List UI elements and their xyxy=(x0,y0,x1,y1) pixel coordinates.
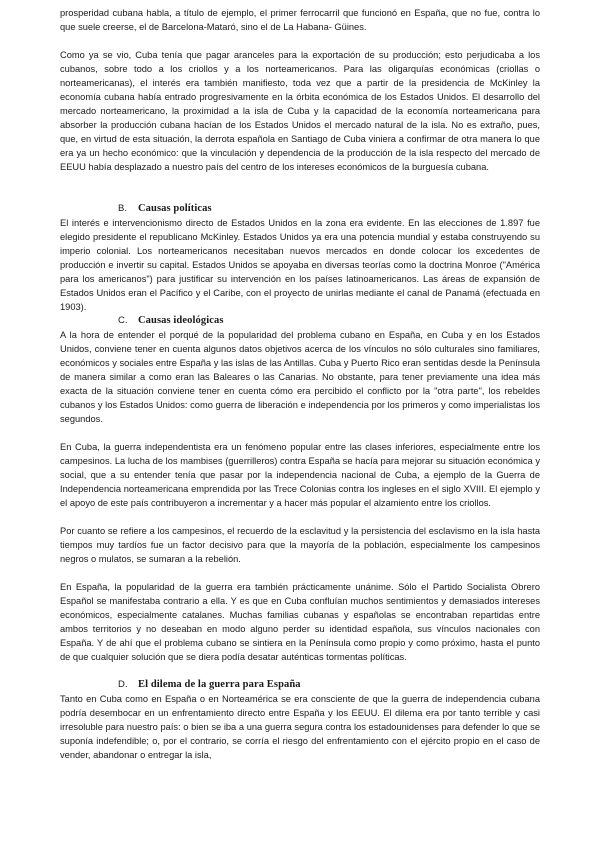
paragraph-economic-causes: Como ya se vio, Cuba tenía que pagar aranceles para la exportación de su producción; esto perjudicaba a los cubanos, sobre todo a los criollos y a los norteamericanos. Para las oligarquías económicas (criollas o norteamericanas), el interés era también manifiesto, toda vez que a partir de la presidencia de McKinley la economía cubana había entrado progresivamente en la órbita económica de los Estados Unidos. El desarrollo del mercado norteamericano, la proximidad a la isla de Cuba y la capacidad de la economía norteamericana para absorber la producción cubana hacían de los Estados Unidos el mercado natural de la isla. No es extraño, pues, que, en virtud de esta situación, la derrota española en Santiago de Cuba viniera a confirmar de otra manera lo que era ya un hecho económico: que la vinculación y dependencia de la producción de la isla respecto del mercado de EEUU había desplazado a nuestro país del centro de los intereses económicos de la burguesía cubana. xyxy=(60,50,540,172)
paragraph-continuation: prosperidad cubana habla, a título de ejemplo, el primer ferrocarril que funcionó en España, que no fue, contra lo que suele creerse, el de Barcelona-Mataró, sino el de La Habana- Güines. xyxy=(60,8,540,32)
section-heading-ideological xyxy=(60,314,540,328)
section-title: Causas ideológicas xyxy=(138,315,224,326)
paragraph-ideological-4: En España, la popularidad de la guerra era también prácticamente unánime. Sólo el Partido Socialista Obrero Español se manifestaba contrario a ella. Y es que en Cuba confluían muchos sentimientos y demasiados intereses económicos, especialmente catalanes. Muchas familias cubanas y españolas se encontraban repartidas entre ambos territorios y no deseaban en modo alguno perder su identidad española, sus vínculos nacionales con España. Y de ahí que el problema cubano se sintiera en la Península como propio y como próximo, hasta el punto de que cualquier solución que se diera podía desatar auténticas tormentas políticas. xyxy=(60,582,540,662)
spacer xyxy=(60,510,540,524)
section-title: El dilema de la guerra para España xyxy=(138,679,301,690)
section-title: Causas políticas xyxy=(138,203,212,214)
paragraph-dilemma: Tanto en Cuba como en España o en Norteamérica se era consciente de que la guerra de independencia cubana podría desembocar en un enfrentamiento directo entre España y los EEUU. El dilema era por tanto terrible y casi irresoluble para nuestro país: o bien se iba a una guerra segura contra los estadounidenses para defender lo que se suponía indefendible; o, por el contrario, se corría el riesgo del enfrentamiento con el ejército propio en el caso de vender, abandonar o entregar la isla, xyxy=(60,694,540,760)
paragraph-ideological-2: En Cuba, la guerra independentista era un fenómeno popular entre las clases inferiores, especialmente entre los campesinos. La lucha de los mambises (guerrilleros) contra España se hacía para mejorar su situación económica y social, que a su entender tenía que pasar por la independencia nacional de Cuba, a ejemplo de la Guerra de Independencia norteamericana emprendida por las Trece Colonias contra los ingleses en el siglo XVIII. El ejemplo y el apoyo de este país contribuyeron a incrementar y a hacer más popular el alzamiento entre los criollos. xyxy=(60,442,540,508)
spacer xyxy=(60,34,540,48)
section-heading-dilemma xyxy=(60,678,540,692)
spacer xyxy=(60,566,540,580)
section-letter: D. xyxy=(118,679,128,690)
spacer xyxy=(60,664,540,678)
section-heading-political xyxy=(60,202,540,216)
paragraph-ideological-1: A la hora de entender el porqué de la popularidad del problema cubano en España, en Cuba y en los Estados Unidos, conviene tener en cuenta algunos datos objetivos acerca de los vínculos no sólo culturales sino familiares, económicos y sociales entre España y las islas de las Antillas. Cuba y Puerto Rico eran sentidas desde la Península de manera similar a como eran las Baleares o las Canarias. No obstante, para tener previamente una idea más exacta de la situación conviene tener en cuenta cómo era percibido el conflicto por la "otra parte", los rebeldes cubanos y los Estados Unidos: como guerra de liberación e independencia por los primeros y como imperialistas los segundos. xyxy=(60,330,540,424)
paragraph-ideological-3: Por cuanto se refiere a los campesinos, el recuerdo de la esclavitud y la persistencia del esclavismo en la isla hasta tiempos muy tardíos fue un factor decisivo para que la mayoría de la población, especialmente los campesinos negros o mulatos, se sumaran a la rebelión. xyxy=(60,526,540,564)
section-letter: B. xyxy=(118,203,127,214)
section-letter: C. xyxy=(118,315,128,326)
paragraph-political-causes: El interés e intervencionismo directo de Estados Unidos en la zona era evidente. En las elecciones de 1.897 fue elegido presidente el republicano McKinley. Estados Unidos ya era una potencia mundial y estaba construyendo su imperio colonial. Los norteamericanos necesitaban nuevos mercados en donde colocar los excedentes de producción e invertir su capital. Estados Unidos se apoyaba en diversas teorías como la doctrina Monroe ("América para los americanos") para justificar su intervención en los países latinoamericanos. Las áreas de expansión de Estados Unidos eran el Pacífico y el Caribe, con el proyecto de unirlas mediante el canal de Panamá (efectuada en 1903). xyxy=(60,218,540,312)
spacer xyxy=(60,426,540,440)
spacer xyxy=(60,174,540,202)
